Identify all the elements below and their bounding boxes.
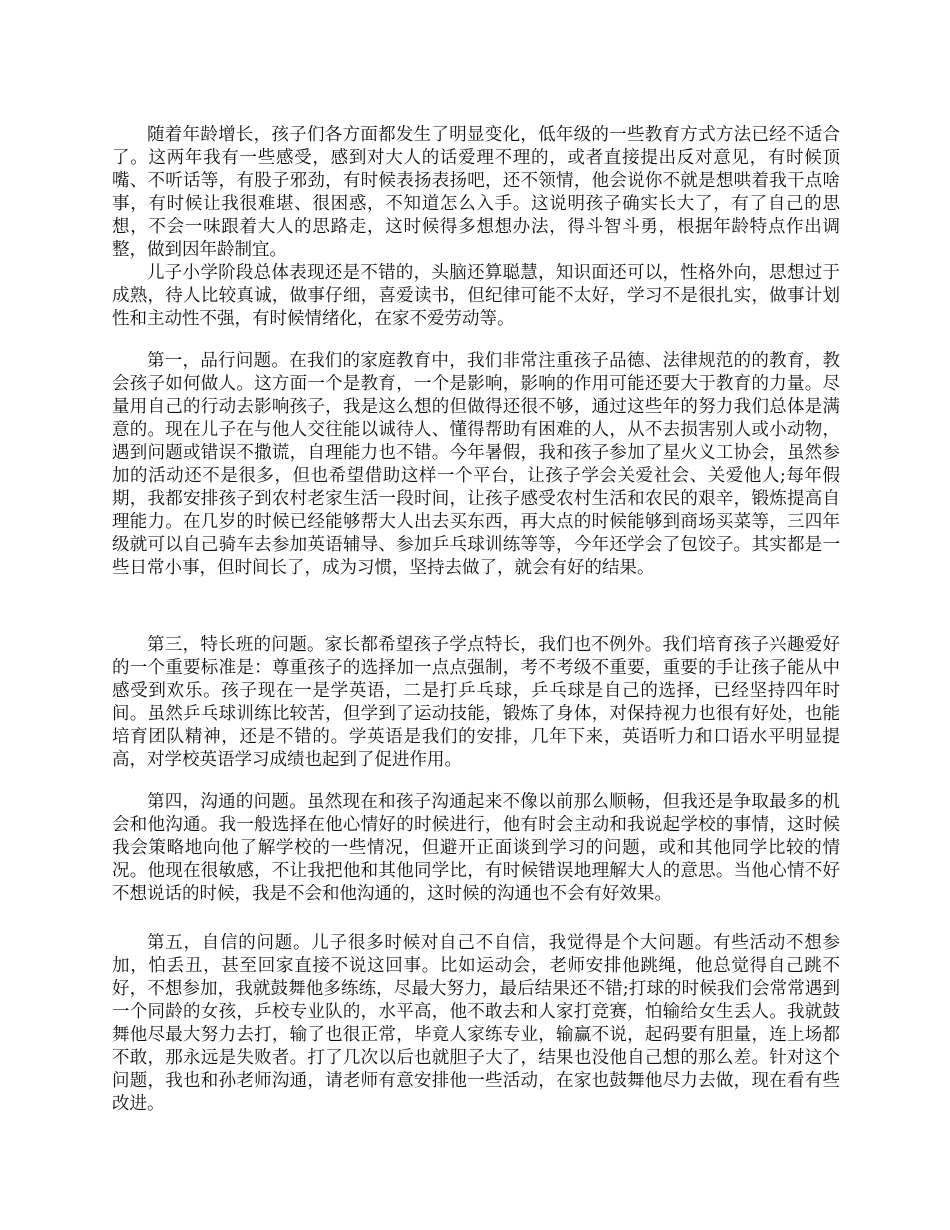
paragraph-son-overall: 儿子小学阶段总体表现还是不错的，头脑还算聪慧，知识面还可以，性格外向，思想过于成熟，待人比较真诚，做事仔细，喜爱读书，但纪律可能不太好，学习不是很扎实，做事计划性和主动性不强，有时候情绪化，在家不爱劳动等。 [112,263,840,329]
paragraph-communication: 第四，沟通的问题。虽然现在和孩子沟通起来不像以前那么顺畅，但我还是争取最多的机会和他沟通。我一般选择在他心情好的时候进行，他有时会主动和我说起学校的事情，这时候我会策略地向他了解学校的一些情况，但避开正面谈到学习的问题，或和其他同学比较的情况。他现在很敏感，不让我把他和其他同学比，有时候错误地理解大人的意思。当他心情不好不想说话的时候，我是不会和他沟通的，这时候的沟通也不会有好效果。 [112,792,840,904]
paragraph-confidence: 第五，自信的问题。儿子很多时候对自己不自信，我觉得是个大问题。有些活动不想参加，怕丢丑，甚至回家直接不说这回事。比如运动会，老师安排他跳绳，他总觉得自己跳不好，不想参加，我就鼓舞他多练练，尽最大努力，最后结果还不错;打球的时候我们会常常遇到一个同龄的女孩，乒校专业队的，水平高，他不敢去和人家打竞赛，怕输给女生丢人。我就鼓舞他尽最大努力去打，输了也很正常，毕竟人家练专业，输赢不说，起码要有胆量，连上场都不敢，那永远是失败者。打了几次以后也就胆子大了，结果也没他自己想的那么差。针对这个问题，我也和孙老师沟通，请老师有意安排他一些活动，在家也鼓舞他尽力去做，现在看有些改进。 [112,933,840,1114]
paragraph-conduct: 第一，品行问题。在我们的家庭教育中，我们非常注重孩子品德、法律规范的的教育，教会孩子如何做人。这方面一个是教育，一个是影响，影响的作用可能还要大于教育的力量。尽量用自己的行动去影响孩子，我是这么想的但做得还很不够，通过这些年的努力我们总体是满意的。现在儿子在与他人交往能以诚待人、懂得帮助有困难的人，从不去损害别人或小动物，遇到问题或错误不撒谎，自理能力也不错。今年暑假，我和孩子参加了星火义工协会，虽然参加的活动还不是很多，但也希望借助这样一个平台，让孩子学会关爱社会、关爱他人;每年假期，我都安排孩子到农村老家生活一段时间，让孩子感受农村生活和农民的艰辛，锻炼提高自理能力。在几岁的时候已经能够帮大人出去买东西，再大点的时候能够到商场买菜等，三四年级就可以自己骑车去参加英语辅导、参加乒乓球训练等等，今年还学会了包饺子。其实都是一些日常小事，但时间长了，成为习惯，坚持去做了，就会有好的结果。 [112,351,840,578]
paragraph-age-changes: 随着年龄增长，孩子们各方面都发生了明显变化，低年级的一些教育方式方法已经不适合了。这两年我有一些感受，感到对大人的话爱理不理的，或者直接提出反对意见，有时候顶嘴、不听话等，有股子邪劲，有时候表扬表扬吧，还不领情，他会说你不就是想哄着我干点啥事，有时候让我很难堪、很困惑，不知道怎么入手。这说明孩子确实长大了，有了自己的思想，不会一味跟着大人的思路走，这时候得多想想办法，得斗智斗勇，根据年龄特点作出调整，做到因年龄制宜。 [112,125,840,260]
paragraph-special-classes: 第三，特长班的问题。家长都希望孩子学点特长，我们也不例外。我们培育孩子兴趣爱好的一个重要标准是：尊重孩子的选择加一点点强制，考不考级不重要，重要的手让孩子能从中感受到欢乐。孩子现在一是学英语，二是打乒乓球，乒乓球是自己的选择，已经坚持四年时间。虽然乒乓球训练比较苦，但学到了运动技能，锻炼了身体，对保持视力也很有好处，也能培育团队精神，还是不错的。学英语是我们的安排，几年下来，英语听力和口语水平明显提高，对学校英语学习成绩也起到了促进作用。 [112,635,840,770]
